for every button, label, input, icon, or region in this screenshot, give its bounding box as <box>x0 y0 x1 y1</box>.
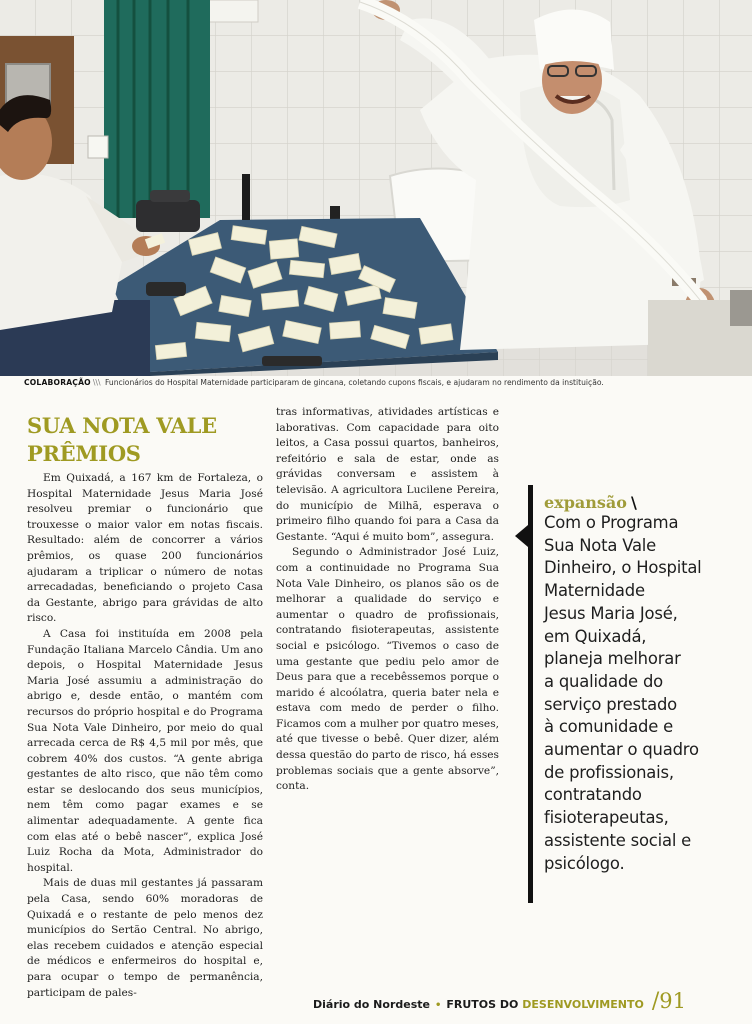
pull-quote-line: de profissionais, <box>544 762 674 782</box>
photo-caption <box>24 378 748 387</box>
paragraph: Em Quixadá, a 167 km de Fortaleza, o Hospital Maternidade Jesus Maria José resolveu premiar o funcionário que trouxesse o maior valor em notas fiscais. Resultado: além de concorrer a vários prêmios, os quase 200 funcionários ajudaram a triplicar o número de notas arrecadadas, beneficiando o projeto Casa da Gestante, abrigo para grávidas de alto risco. <box>27 472 263 625</box>
article-column-1 <box>27 471 263 1001</box>
headline-line-2: PRÊMIOS <box>27 441 141 466</box>
footer-slash: / <box>651 989 660 1014</box>
pull-quote-line: assistente social e <box>544 830 692 850</box>
pull-quote-line: contratando <box>544 785 642 805</box>
pull-quote-line: Jesus Maria José, <box>544 603 678 623</box>
pull-quote-line: Com o Programa <box>544 513 679 532</box>
pull-quote-line: a qualidade do <box>544 671 663 691</box>
pull-quote-line: psicólogo. <box>544 853 625 873</box>
pull-quote <box>516 485 731 903</box>
paragraph: tras informativas, atividades artísticas e laborativas. Com capacidade para oito leitos, a Casa possui quartos, banheiros, refeitório e sala de estar, onde as grávidas conversam e assistem à televisão. A agricultora Lucilene Pereira, do município de Milhã, esperava o primeiro filho quando foi para a Casa da Gestante. “Aqui é muito bom”, assegura. <box>276 406 499 543</box>
paragraph: Segundo o Administrador José Luiz, com a continuidade no Programa Sua Nota Vale Dinheiro, os planos são os de melhorar a qualidade do serviço e aumentar o quadro de profissionais, contratando fisioterapeutas, assistente social e psicólogo. “Tivemos o caso de uma gestante que pediu pelo amor de Deus para que a recebêssemos porque o marido é alcoólatra, queria bater nela e estava com medo de perder o filho. Ficamos com a mulher por quatro meses, até que tivesse o bebê. Quer dizer, além dessa questão do parto de risco, há esses problemas sociais que a gente absorve”, conta. <box>276 546 499 793</box>
article-column-2 <box>276 405 499 795</box>
pull-quote-label <box>544 493 637 512</box>
pull-quote-line: serviço prestado <box>544 694 677 714</box>
caption-separator: \\\ <box>92 378 101 387</box>
pull-quote-pointer-icon <box>515 525 528 547</box>
pull-quote-line: aumentar o quadro <box>544 740 699 760</box>
pull-quote-line: em Quixadá, <box>544 626 647 646</box>
pull-quote-slash: \ <box>630 493 637 512</box>
pull-quote-line: à comunidade e <box>544 717 674 737</box>
pull-quote-rule <box>528 485 533 903</box>
article-headline <box>27 412 262 468</box>
pull-quote-line: fisioterapeutas, <box>544 808 669 828</box>
pull-quote-line: planeja melhorar <box>544 649 681 669</box>
paragraph: Mais de duas mil gestantes já passaram pela Casa, sendo 60% moradoras de Quixadá e o restante de pelo menos dez municípios do Sertão Central. No abrigo, elas recebem cuidados e atenção especial de médicos e enfermeiros do hospital e, para ocupar o tempo de permanência, participam de pales- <box>27 877 263 999</box>
pull-quote-line: Sua Nota Vale <box>544 535 657 555</box>
headline-line-1: SUA NOTA VALE <box>27 413 217 438</box>
footer-section-b: DESENVOLVIMENTO <box>522 998 644 1011</box>
caption-text: Funcionários do Hospital Maternidade participaram de gincana, coletando cupons fiscais, e ajudaram no rendimento da instituição. <box>104 378 604 387</box>
footer-publication: Diário do Nordeste <box>313 998 430 1011</box>
pull-quote-label-text: expansão <box>544 493 627 512</box>
pull-quote-text <box>544 512 729 875</box>
paragraph: A Casa foi instituída em 2008 pela Fundação Italiana Marcelo Cândia. Um ano depois, o Hospital Maternidade Jesus Maria José assumiu a administração do abrigo e, desde então, o mantém com recursos do próprio hospital e do Programa Sua Nota Vale Dinheiro, por meio do qual arrecada cerca de R$ 4,5 mil por mês, que cobrem 40% dos custos. “A gente abriga gestantes de alto risco, que não têm como estar se deslocando dos seus municípios, nem têm como pagar exames e se alimentar adequadamente. A gente fica com elas até o bebê nascer”, explica José Luiz Rocha da Mota, Administrador do hospital. <box>27 627 263 874</box>
pull-quote-line: Maternidade <box>544 581 645 601</box>
footer-section-a: FRUTOS DO <box>446 998 519 1011</box>
page-number: 91 <box>659 989 686 1013</box>
caption-label: COLABORAÇÃO <box>24 378 91 387</box>
pull-quote-line: Dinheiro, o Hospital <box>544 558 702 578</box>
footer-bullet-icon: • <box>434 1000 442 1011</box>
article-photo <box>0 0 752 376</box>
page-footer <box>313 989 686 1014</box>
